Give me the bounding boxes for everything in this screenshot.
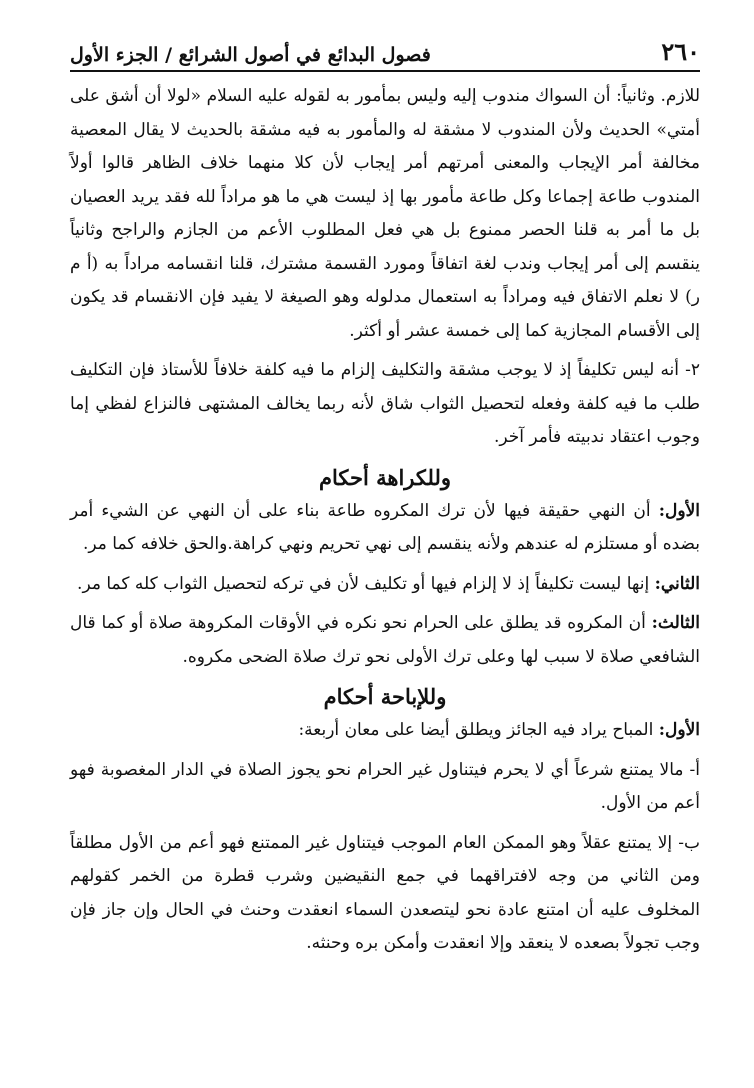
- paragraph: للازم. وثانياً: أن السواك مندوب إليه وليس بمأمور به لقوله عليه السلام «لولا أن أشق على أمتي» الحديث ولأن المندوب لا مشقة له والمأمور به فيه مشقة بالحديث لا يقال المعصية مخالفة أمر الإيجاب والمعنى أمرتهم أمر إيجاب لأن كلا منهما خلاف الظاهر قالوا أولاً المندوب طاعة إجماعا وكل طاعة مأمور بها إذ ليست هي ما هو مراداً لله فقد يريد العصيان بل ما أمر به قلنا الحصر ممنوع بل هي فعل المطلوب الأعم من الجازم والراجح وثانياً ينقسم إلى أمر إيجاب وندب لغة اتفاقاً ومورد القسمة مشترك، قلنا انقسامه مراداً به (أ م ر) لا نعلم الاتفاق فيه ومراداً به استعمال مدلوله وهو الصيغة لا يفيد فإن الانقسام قد يكون إلى الأقسام المجازية كما إلى خمسة عشر أو أكثر.: [70, 86, 700, 341]
- page-body: [70, 80, 700, 961]
- paragraph-text: المباح يراد فيه الجائز ويطلق أيضا على معان أربعة:: [298, 720, 659, 740]
- paragraph-lead: الأول:: [658, 720, 700, 740]
- paragraph: ٢- أنه ليس تكليفاً إذ لا يوجب مشقة والتكليف إلزام ما فيه كلفة خلافاً للأستاذ فإن التكليف طلب ما فيه كلفة وفعله لتحصيل الثواب شاق لأنه ربما يخالف المشتهى فالنزاع لفظي إما وجوب اعتقاد ندبيته فأمر آخر.: [70, 360, 700, 447]
- paragraph-lead: الثالث:: [651, 613, 700, 633]
- paragraph: [70, 495, 700, 562]
- paragraph-lead: الأول:: [658, 500, 700, 521]
- paragraph: [70, 714, 700, 748]
- paragraph-text: أ- مالا يمتنع شرعاً أي لا يحرم فيتناول غير الحرام نحو يجوز الصلاة في الدار المغصوبة فهو أعم من الأول.: [70, 759, 700, 813]
- page-number: ٢٦٠: [661, 37, 700, 66]
- running-title: فصول البدائع في أصول الشرائع / الجزء الأول: [70, 44, 431, 66]
- paragraph-text: أن النهي حقيقة فيها لأن ترك المكروه طاعة بناء على أن النهي عن الشيء أمر بضده أو مستلزم له عندهم ولأنه ينقسم إلى نهي تحريم ونهي كراهة.والحق خلافه كما مر.: [70, 500, 700, 554]
- paragraph-lead: الثاني:: [654, 573, 700, 594]
- section-heading-karaha: وللكراهة أحكام: [319, 464, 451, 490]
- paragraph-text: إنها ليست تكليفاً إذ لا إلزام فيها أو تكليف لأن في تركه لتحصيل الثواب كله كما مر.: [77, 573, 655, 594]
- paragraph: [70, 827, 700, 961]
- paragraph-text: أن المكروه قد يطلق على الحرام نحو نكره في الأوقات المكروهة صلاة أو كما قال الشافعي صلاة لا سبب لها وعلى ترك الأولى نحو ترك صلاة الضحى مكروه.: [70, 613, 700, 667]
- paragraph-text: ب- إلا يمتنع عقلاً وهو الممكن العام الموجب فيتناول غير الممتنع فهو أعم من الأول مطلقاً ومن الثاني من وجه لافتراقهما في جمع النقيضين وشرب قطرة من الخمر كقولهم المخلوف عليه أن امتنع عادة نحو ليتصعدن السماء انعقدت وحنث في الحال وإن جاز فإن وجب تجولاً بصعده لا ينعقد وإلا انعقدت وأمكن بره وحنثه.: [70, 832, 700, 953]
- paragraph: [70, 607, 700, 674]
- section-heading-ibaha: وللإباحة أحكام: [323, 684, 447, 709]
- paragraph: [70, 568, 700, 602]
- page-header: [70, 28, 700, 72]
- paragraph: [70, 754, 700, 821]
